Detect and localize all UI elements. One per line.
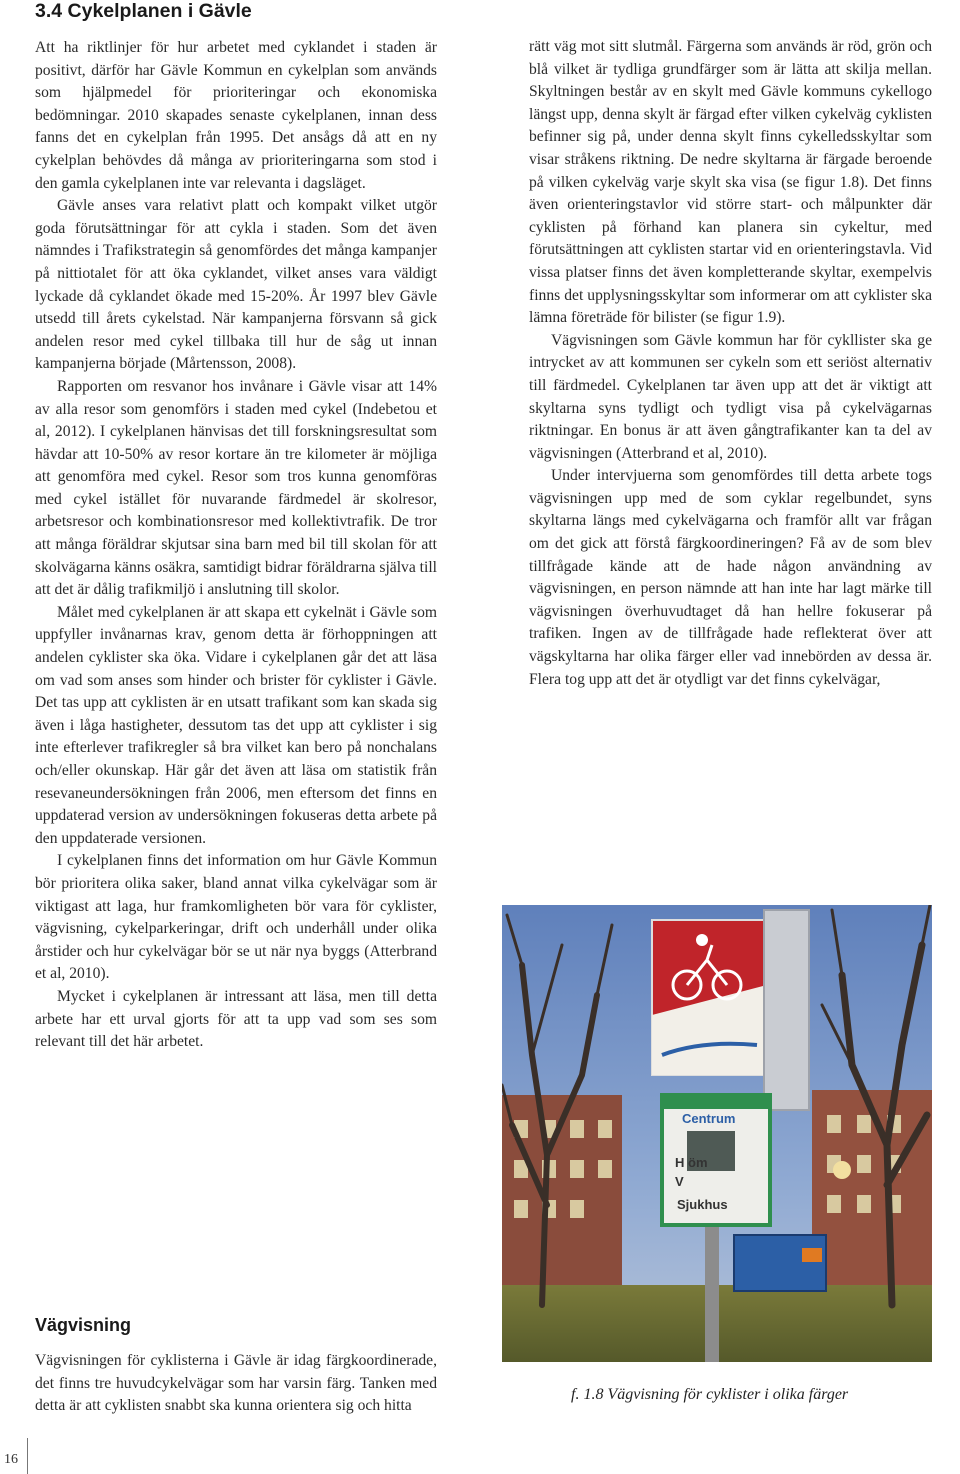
paragraph: Mycket i cykelplanen är intressant att läsa, men till detta arbete har ett urval gjorts för att ta upp vad som ses som relevant till det här arbetet. [35, 987, 437, 1051]
left-column [35, 37, 437, 1054]
sign-text-line3: V [675, 1174, 684, 1189]
sign-red [652, 920, 767, 1075]
page-number: 16 [4, 1452, 18, 1467]
sign-text-line2: H öm [675, 1155, 708, 1170]
section-heading: 3.4 Cykelplanen i Gävle [35, 0, 252, 22]
sign-pole [705, 1205, 719, 1362]
paragraph: I cykelplanen finns det information om hur Gävle Kommun bör prioritera olika saker, bland annat vilka cykelvägar som är viktigast att laga, hur framkomligheten bör vara för cyklister, vägvisning, cykelparkeringar, drift och underhåll under olika årstider och hur cykelvägar bör se ut när nya byggs (Atterbrand et al, 2010). [35, 852, 437, 983]
figure-photo [502, 905, 932, 1362]
sign-text-sjukhus: Sjukhus [677, 1197, 728, 1212]
paragraph: Att ha riktlinjer för hur arbetet med cyklandet i staden är positivt, därför har Gävle Kommun en cykelplan som används som hjälpmedel för prioriteringar och ekonomiska bedömningar. 2010 skapades senaste cykelplanen, innan dess fanns det en cykelplan från 1995. Det ansågs då att en ny cykelplan behövdes då många av prioriteringarna som stod i den gamla cykelplanen inte var relevanta i dagsläget. [35, 39, 437, 192]
left-bottom-text [35, 1350, 437, 1418]
right-column [529, 36, 932, 691]
paragraph: Gävle anses vara relativt platt och kompakt vilket utgör goda förutsättningar för att cykla i staden. Som det även nämndes i Trafikstrategin så genomfördes det många kampanjer på nittiotalet för att öka cyklandet, vilket anses vara väldigt lyckade då cyklandet ökade med 15-20%. År 1997 blev Gävle utsedd till årets cykelstad. När kampanjerna försvann så gick andelen resor med cykel tillbaka till hur de såg ut innan kampanjerna började (Mårtensson, 2008). [35, 197, 437, 373]
sign-green [662, 1095, 770, 1225]
sign-blue-sticker [734, 1235, 826, 1291]
paragraph: Under intervjuerna som genomfördes till detta arbete togs vägvisningen upp med de som cyklar regelbundet, syns skyltarna längs med cykelvägarna och framför allt var frågan om det gick att förstå färgkoordineringen? Få av de som blev tillfrågade kände att de hade någon användning av vägvisningen, en person nämnde att han inte har lagt märke till vägvisningen överhuvudtaget då han hellre fokuserar på trafiken. Ingen av de tillfrågade hade reflekterat över att vägskyltarna har olika färger eller vad innebörden av dessa är. Flera tog upp att det är otydligt var det finns cykelvägar, [529, 467, 932, 688]
subsection-heading: Vägvisning [35, 1315, 132, 1335]
street-lamp-light [833, 1161, 851, 1179]
paragraph: Målet med cykelplanen är att skapa ett cykelnät i Gävle som uppfyller invånarnas krav, genom detta är förhoppningen att andelen cyklister ska öka. Vidare i cykelplanen går det att läsa om vad som anses som hinder och brister för cyklister i Gävle. Det tas upp att cyklisten är en utsatt trafikant som kan skada sig även i låga hastigheter, dessutom tas det upp att cyklister i sig inte efterlever trafikregler så bra vilket kan bero på nonchalans och/eller okunskap. Här går det även att läsa om statistik från resevaneundersökningen från 2006, men eftersom det finns en uppdaterad version av undersökningen fokuseras detta arbete på den uppdaterade versionen. [35, 603, 437, 847]
margin-rule [27, 1438, 28, 1474]
paragraph: Rapporten om resvanor hos invånare i Gävle visar att 14% av alla resor som genomförs i staden med cykel (Indebetou et al, 2012). I cykelplanen hänvisas det till forskningsresultat som hävdar att 10-50% av resor kortare än tre kilometer är möjliga att genomföra med cykel. Resor som tros kunna genomföras med cykel istället för nuvarande färdmedel är skolresor, arbetsresor och kombinationsresor med kollektivtrafik. De tror att många föräldrar skjutsar sina barn med bil till skolan för att skolvägarna känns osäkra, samtidigt bidrar föräldrarna själva till att det är dålig trafikmiljö i anslutning till skolor. [35, 377, 437, 599]
paragraph: Vägvisningen för cyklisterna i Gävle är idag färgkoordinerade, det finns tre huvudcykelvägar som har varsin färg. Tanken med detta är att cyklisten snabbt ska kunna orientera sig och hitta [35, 1352, 437, 1415]
figure-caption: f. 1.8 Vägvisning för cyklister i olika färger [571, 1386, 849, 1403]
paragraph: rätt väg mot sitt slutmål. Färgerna som används är röd, grön och blå vilket är tydliga grundfärger som är lätta att skilja mellan. Skyltningen består av en skylt med Gävle kommuns cykellogo längst upp, denna skylt är färgad efter vilken cykelväg cyklisten befinner sig på, under denna skylt finns cykelledsskyltar som visar stråkens riktning. De nedre skyltarna är färgade beroende på vilken cykelväg varje skylt ska visa (se figur 1.8). Det finns även orienteringstavlor vid större start- och målpunkter där cyklisten på förhand kan planera sin cykeltur, med förutsättningen att cyklisten startar vid en orienteringstavla. Vid vissa platser finns det även kompletterande skyltar, exempelvis finns det upplysningsskyltar som informerar om att cyklister ska lämna företräde för bilister (se figur 1.9). [529, 38, 932, 327]
paragraph: Vägvisningen som Gävle kommun har för cykllister ska ge intrycket av att kommunen ser cykeln som ett seriöst alternativ till färdmedel. Cykelplanen tar även upp att det är viktigt att skyltarna syns tydligt och tydligt visa på cykelvägarnas riktningar. En bonus är att även gångtrafikanter kan ta del av vägvisningen (Atterbrand et al, 2010). [529, 331, 932, 462]
sign-text-centrum: Centrum [682, 1111, 736, 1126]
sign-back-panel [764, 910, 809, 1110]
